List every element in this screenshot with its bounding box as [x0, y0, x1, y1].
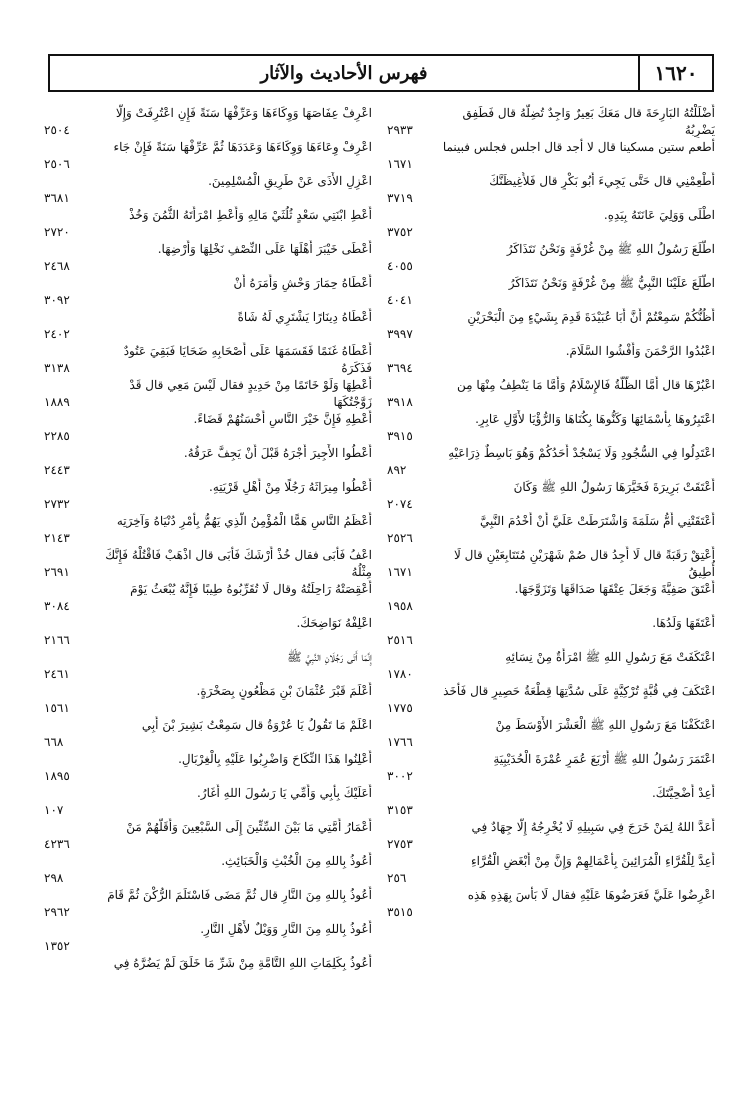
index-entry [383, 206, 715, 240]
hadith-text-continuation: مِثْلُهُ [351, 565, 372, 579]
hadith-number: ٣٩٩٧ [387, 327, 413, 341]
entry-continuation-line [383, 836, 715, 852]
index-entry [383, 478, 715, 512]
entry-continuation-line [40, 326, 372, 342]
hadith-number: ٢٥٠٤ [44, 123, 70, 137]
entry-continuation-line [383, 870, 715, 886]
entry-continuation-line [383, 564, 715, 580]
hadith-number: ٣٥١٥ [387, 905, 413, 919]
entry-continuation-line [40, 428, 372, 444]
index-entry [40, 308, 372, 342]
hadith-number: ٣٧١٩ [387, 191, 413, 205]
hadith-text: أَعْطَاهُ دِينَارًا يَشْتَرِي لَهُ شَاةً [237, 310, 372, 324]
index-entry [383, 274, 715, 308]
index-entry [40, 682, 372, 716]
hadith-number: ٢١٤٣ [44, 531, 70, 545]
index-entry [383, 104, 715, 138]
hadith-text: أَعْطُوا الأَجِيرَ أَجْرَهُ قَبْلَ أَنْ يَجِفَّ عَرَقُهُ. [183, 446, 372, 460]
index-entry [40, 920, 372, 954]
hadith-number: ٣٠٠٢ [387, 769, 413, 783]
index-entry [40, 852, 372, 886]
entry-continuation-line [40, 462, 372, 478]
hadith-number: ١٦٧١ [387, 565, 413, 579]
hadith-number: ٢٤٠٢ [44, 327, 70, 341]
hadith-text: اعْلَمْ مَا تَقُولُ يَا عُرْوَةُ قال سَمِعْتُ بَشِيرَ بْنَ أَبِي [141, 718, 372, 732]
hadith-number: ٢٧٢٠ [44, 225, 70, 239]
entry-continuation-line [383, 904, 715, 920]
index-entry [40, 104, 372, 138]
hadith-text: أَعْلِنُوا هَذَا النِّكَاحَ وَاضْرِبُوا عَلَيْهِ بِالْغِرْبَالِ. [178, 752, 372, 766]
hadith-number: ١٨٩٥ [44, 769, 70, 783]
index-entry [40, 750, 372, 784]
entry-continuation-line [40, 802, 372, 818]
hadith-number: ٤٢٣٦ [44, 837, 70, 851]
hadith-text: اعْبُدُوا الرَّحْمَنَ وَأَفْشُوا السَّلَامَ. [565, 344, 715, 358]
index-entry [40, 444, 372, 478]
entry-continuation-line [40, 938, 372, 954]
index-entry [383, 750, 715, 784]
entry-continuation-line [40, 224, 372, 240]
hadith-number: ١٧٦٦ [387, 735, 413, 749]
hadith-text: اطَّلَعَ رَسُولُ اللهِ ﷺ مِنْ غُرْفَةٍ وَنَحْنُ نَتَذَاكَرُ [506, 242, 715, 256]
hadith-text: اعْتَمَرَ رَسُولُ اللهِ ﷺ أَرْبَعَ عُمَرٍ عُمْرَةَ الْحُدَيْبِيَةِ [493, 752, 715, 766]
hadith-text: أَعْطُوا مِيرَاثَهُ رَجُلًا مِنْ أَهْلِ قَرْيَتِهِ. [209, 480, 372, 494]
entry-continuation-line [40, 496, 372, 512]
entry-continuation-line [383, 394, 715, 410]
entry-continuation-line [40, 292, 372, 308]
entry-continuation-line [383, 666, 715, 682]
index-entry [383, 580, 715, 614]
entry-continuation-line [40, 700, 372, 716]
hadith-number: ٨٩٢ [387, 463, 407, 477]
entry-continuation-line [383, 734, 715, 750]
hadith-number: ١٦٧١ [387, 157, 413, 171]
hadith-text: أَطْعِمْنِي قال حَتَّى يَجِيءَ أَبُو بَكْرٍ قال فَلأُغِيظَنَّكَ [489, 174, 715, 188]
entry-continuation-line [40, 156, 372, 172]
hadith-number: ١٣٥٢ [44, 939, 70, 953]
entry-continuation-line [383, 700, 715, 716]
entry-continuation-line [40, 122, 372, 138]
hadith-text: اعْرِفْ وِعَاءَهَا وَوِكَاءَهَا وَعَدَدَهَا ثُمَّ عَرِّفْهَا سَنَةً فَإِنْ جَاء [113, 140, 372, 154]
hadith-number: ١٨٨٩ [44, 395, 70, 409]
hadith-number: ٢٠٧٤ [387, 497, 413, 511]
hadith-number: ٤٠٥٥ [387, 259, 413, 273]
index-entry [40, 784, 372, 818]
hadith-text: أَعُوذُ بِكَلِمَاتِ اللهِ التَّامَّةِ مِنْ شَرِّ مَا خَلَقَ لَمْ يَضُرَّهُ فِي [113, 956, 372, 970]
page-number: ١٦٢٠ [638, 56, 712, 90]
hadith-text: اعْتَبِرُوهَا بِأَسْمَائِهَا وَكَنُّوهَا بِكُنَاهَا وَالرُّؤْيَا لأَوَّلِ عَابِرٍ. [475, 412, 715, 426]
index-entry [40, 206, 372, 240]
hadith-text: أَعَلَيْكَ بِأَبِي وَأُمِّي يَا رَسُولَ اللهِ أَغَارُ. [196, 786, 372, 800]
index-entry [383, 716, 715, 750]
hadith-number: ٢٥٠٦ [44, 157, 70, 171]
entry-continuation-line [40, 258, 372, 274]
hadith-number: ١٠٧ [44, 803, 64, 817]
hadith-text: أَعْطِهَا وَلَوْ خَاتَمًا مِنْ حَدِيدٍ فقال لَيْسَ مَعِي قال قَدْ [129, 378, 372, 392]
hadith-text: اعْتَدِلُوا فِي السُّجُودِ وَلَا يَسْجُدْ أَحَدُكُمْ وَهُوَ بَاسِطٌ ذِرَاعَيْهِ [448, 446, 715, 460]
hadith-number: ٣٩١٨ [387, 395, 413, 409]
hadith-number: ١٧٨٠ [387, 667, 413, 681]
hadith-number: ٢٧٥٣ [387, 837, 413, 851]
index-entry [383, 546, 715, 580]
index-entry [40, 240, 372, 274]
index-entry [40, 954, 372, 988]
hadith-text: إِنَّمَا أَتَى رَجُلَانِ النَّبِيَّ ﷺ [287, 650, 372, 664]
entry-continuation-line [40, 768, 372, 784]
index-entry [40, 886, 372, 920]
entry-continuation-line [383, 632, 715, 648]
hadith-number: ١٥٦١ [44, 701, 70, 715]
entry-continuation-line [40, 190, 372, 206]
index-entry [383, 376, 715, 410]
hadith-text: أَعْمَارُ أُمَّتِي مَا بَيْنَ السِّتِّينَ إِلَى السَّبْعِينَ وَأَقَلُّهُمْ مَنْ [126, 820, 372, 834]
hadith-text: اعْزِلِ الأَذَى عَنْ طَرِيقِ الْمُسْلِمِينَ. [208, 174, 372, 188]
entry-continuation-line [40, 870, 372, 886]
index-entry [383, 614, 715, 648]
hadith-number: ٤٠٤١ [387, 293, 413, 307]
hadith-text: أَعْتِقْ رَقَبَةً قال لَا أَجِدُ قال صُمْ شَهْرَيْنِ مُتَتَابِعَيْنِ قال لَا [454, 548, 715, 562]
index-entry [40, 614, 372, 648]
entry-continuation-line [40, 530, 372, 546]
entry-continuation-line [383, 530, 715, 546]
entry-continuation-line [40, 734, 372, 750]
index-entry [40, 138, 372, 172]
index-entry [383, 410, 715, 444]
hadith-number: ١٩٥٨ [387, 599, 413, 613]
hadith-number: ٣٧٥٢ [387, 225, 413, 239]
hadith-text: أَعْطَاهُ غَنَمًا فَقَسَمَهَا عَلَى أَصْحَابِهِ ضَحَايَا فَبَقِيَ عَتُودٌ [123, 344, 372, 358]
hadith-text: اعْتَكَفْنَا مَعَ رَسُولِ اللهِ ﷺ الْعَشْرَ الأَوْسَطَ مِنْ [495, 718, 715, 732]
entry-continuation-line [383, 428, 715, 444]
hadith-number: ٢٥١٦ [387, 633, 413, 647]
index-entry [383, 342, 715, 376]
index-entry [40, 648, 372, 682]
hadith-number: ٢٤٦١ [44, 667, 70, 681]
hadith-text: أُعِدَّ لِلْقُرَّاءِ الْمُرَائِينَ بِأَعْمَالِهِمْ وَإِنَّ مِنْ أَبْغَضِ الْقُرَّاءِ [470, 854, 715, 868]
index-entry [40, 410, 372, 444]
left-column [40, 104, 372, 1104]
hadith-number: ٣٩١٥ [387, 429, 413, 443]
index-entry [383, 818, 715, 852]
hadith-number: ٢٢٨٥ [44, 429, 70, 443]
entry-continuation-line [383, 156, 715, 172]
hadith-text: أَعْتَقَهَا وَلَدُهَا. [652, 616, 715, 630]
index-entry [40, 478, 372, 512]
entry-continuation-line [383, 190, 715, 206]
hadith-text: اطَّلَعَ عَلَيْنَا النَّبِيُّ ﷺ مِنْ غُرْفَةٍ وَنَحْنُ نَتَذَاكَرُ [508, 276, 715, 290]
index-entry [383, 444, 715, 478]
hadith-number: ٢٩٦٢ [44, 905, 70, 919]
hadith-number: ٢١٦٦ [44, 633, 70, 647]
index-entry [40, 274, 372, 308]
entry-continuation-line [383, 768, 715, 784]
entry-continuation-line [40, 836, 372, 852]
hadith-text: أَعَدَّ اللهُ لِمَنْ خَرَجَ فِي سَبِيلِهِ لَا يُخْرِجُهُ إِلَّا جِهَادٌ فِي [471, 820, 715, 834]
index-entry [383, 172, 715, 206]
index-entry [383, 648, 715, 682]
hadith-text-continuation: فَذَكَرَهُ [341, 361, 372, 375]
hadith-text: أَظُنُّكُمْ سَمِعْتُمْ أَنَّ أَبَا عُبَيْدَةَ قَدِمَ بِشَيْءٍ مِنَ الْبَحْرَيْنِ [467, 310, 715, 324]
entry-continuation-line [383, 258, 715, 274]
entry-continuation-line [40, 972, 372, 988]
hadith-number: ١٧٧٥ [387, 701, 413, 715]
hadith-number: ٣٠٩٢ [44, 293, 70, 307]
hadith-number: ٢٤٤٣ [44, 463, 70, 477]
page-header [48, 54, 714, 92]
entry-continuation-line [40, 904, 372, 920]
hadith-text: اعْلِفْهُ نَوَاضِحَكَ. [296, 616, 372, 630]
hadith-text-continuation: يَضْرِبُهُ [684, 123, 715, 137]
entry-continuation-line [383, 496, 715, 512]
hadith-number: ٣١٣٨ [44, 361, 70, 375]
hadith-text: أَعْطَى خَيْبَرَ أَهْلَهَا عَلَى النِّصْفِ نَخْلِهَا وَأَرْضِهَا. [157, 242, 372, 256]
right-column [383, 104, 715, 1104]
index-entry [40, 716, 372, 750]
entry-continuation-line [383, 462, 715, 478]
hadith-text: أَعْطَاهُ حِمَارَ وَحْشٍ وَأَمَرَهُ أَنْ [233, 276, 372, 290]
index-entry [40, 818, 372, 852]
hadith-number: ٢٩٨ [44, 871, 64, 885]
hadith-number: ٢٩٣٣ [387, 123, 413, 137]
entry-continuation-line [383, 122, 715, 138]
hadith-text: أَعْظَمُ النَّاسِ هَمًّا الْمُؤْمِنُ الَّذِي يَهُمُّ بِأَمْرِ دُنْيَاهُ وَآخِرَتِه [116, 514, 372, 528]
index-entry [383, 682, 715, 716]
entry-continuation-line [383, 224, 715, 240]
hadith-text: أَعْقِصَتْهُ رَاحِلَتُهُ وقال لَا تُقَرِّبُوهُ طِيبًا فَإِنَّهُ يُبْعَثُ يَوْمَ [130, 582, 372, 596]
hadith-text-continuation: زَوَّجْتُكَهَا [333, 395, 372, 409]
hadith-text: اطْلَى وَوَلِيَ عَانَتَهُ بِيَدِهِ. [603, 208, 715, 222]
hadith-number: ٣٦٩٤ [387, 361, 413, 375]
entry-continuation-line [40, 564, 372, 580]
index-entry [40, 512, 372, 546]
index-entry [40, 546, 372, 580]
hadith-text: أَعُوذُ بِاللهِ مِنَ النَّارِ وَوَيْلٌ لأَهْلِ النَّارِ. [200, 922, 372, 936]
index-entry [40, 342, 372, 376]
hadith-text: أَعْتَقَتْنِي أُمُّ سَلَمَةَ وَاشْتَرَطَتْ عَلَيَّ أَنْ أَخْدُمَ النَّبِيَّ [479, 514, 715, 528]
hadith-text: أَعُوذُ بِاللهِ مِنَ النَّارِ قال ثُمَّ مَضَى فَاسْتَلَمَ الرُّكْنَ ثُمَّ قَامَ [107, 888, 372, 902]
entry-continuation-line [383, 360, 715, 376]
hadith-text: اعْتَكَفَتْ مَعَ رَسُولِ اللهِ ﷺ امْرَأَةٌ مِنْ نِسَائِهِ [505, 650, 715, 664]
hadith-text: اعْتَكَفَ فِي قُبَّةٍ تُرْكِيَّةٍ عَلَى سُدَّتِهَا قِطْعَةُ حَصِيرٍ قال فَأَخَذ [443, 684, 715, 698]
index-entry [383, 784, 715, 818]
hadith-text: اعْفُ فَأَبَى فقال خُذْ أَرْشَكَ فَأَبَى قال اذْهَبْ فَاقْتُلْهُ فَإِنَّكَ [105, 548, 372, 562]
hadith-text: أَضْلَلْتُهُ البَارِحَةَ قال مَعَكَ بَعِيرٌ وَاجِدٌ تُضِلُّهُ قال فَطَفِق [462, 106, 715, 120]
hadith-text: أَعْطِ ابْنَتِي سَعْدٍ ثُلُثَيْ مَالِهِ وَأَعْطِ امْرَأَتَهُ الثُّمُنَ وَخُذْ [129, 208, 372, 222]
hadith-text: أَعْلَمَ قَبْرَ عُثْمَانَ بْنِ مَظْعُونٍ بِصَخْرَةٍ. [196, 684, 372, 698]
hadith-number: ٦٦٨ [44, 735, 64, 749]
hadith-text: أَعِدْ أُضْحِيَّتَكَ. [651, 786, 715, 800]
index-entry [40, 172, 372, 206]
entry-continuation-line [383, 598, 715, 614]
hadith-number: ٣٦٨١ [44, 191, 70, 205]
hadith-text: أَعْتَقَتْ بَرِيرَةَ فَخَيَّرَهَا رَسُولُ اللهِ ﷺ وَكَانَ [513, 480, 715, 494]
entry-continuation-line [40, 598, 372, 614]
page-title: فهرس الأحاديث والآثار [260, 62, 428, 84]
index-entry [383, 138, 715, 172]
entry-continuation-line [40, 360, 372, 376]
hadith-text: أَعْطِهِ فَإِنَّ خَيْرَ النَّاسِ أَحْسَنُهُمْ قَضَاءً. [193, 412, 372, 426]
entry-continuation-line [383, 326, 715, 342]
index-entry [40, 376, 372, 410]
hadith-text: اعْرِفْ عِفَاصَهَا وَوِكَاءَهَا وَعَرِّفْهَا سَنَةً فَإِنِ اعْتُرِفَتْ وَإِلَّا [115, 106, 372, 120]
hadith-number: ٣٠٨٤ [44, 599, 70, 613]
index-entry [40, 580, 372, 614]
hadith-text: أَعُوذُ بِاللهِ مِنَ الْخُبْثِ وَالْخَبَائِثِ. [221, 854, 372, 868]
hadith-number: ٢٧٣٢ [44, 497, 70, 511]
hadith-number: ٢٤٦٨ [44, 259, 70, 273]
entry-continuation-line [40, 666, 372, 682]
entry-continuation-line [40, 394, 372, 410]
entry-continuation-line [383, 292, 715, 308]
hadith-text: أطعم ستين مسكينا قال لا أجد قال اجلس فجلس فبينما [442, 140, 715, 154]
index-entry [383, 852, 715, 886]
index-entry [383, 886, 715, 920]
hadith-text: اعْبُرْهَا قال أَمَّا الظُّلَّةُ فَالإِسْلَامُ وَأَمَّا مَا يَنْطِفُ مِنْهَا مِن [456, 378, 715, 392]
hadith-text: اعْرِضُوا عَلَيَّ فَعَرَضُوهَا عَلَيْهِ فقال لَا بَأْسَ بِهَذِهِ هَذِه [467, 888, 715, 902]
hadith-number: ٣١٥٣ [387, 803, 413, 817]
hadith-text: أَعْتَقَ صَفِيَّةَ وَجَعَلَ عِتْقَهَا صَدَاقَهَا وَتَزَوَّجَهَا. [514, 582, 715, 596]
entry-continuation-line [40, 632, 372, 648]
hadith-text-continuation: أُطِيقُ [688, 565, 715, 579]
index-entry [383, 240, 715, 274]
hadith-number: ٢٦٩١ [44, 565, 70, 579]
hadith-number: ٢٥٢٦ [387, 531, 413, 545]
index-entry [383, 308, 715, 342]
hadith-number: ٢٥٦ [387, 871, 407, 885]
entry-continuation-line [383, 802, 715, 818]
index-entry [383, 512, 715, 546]
